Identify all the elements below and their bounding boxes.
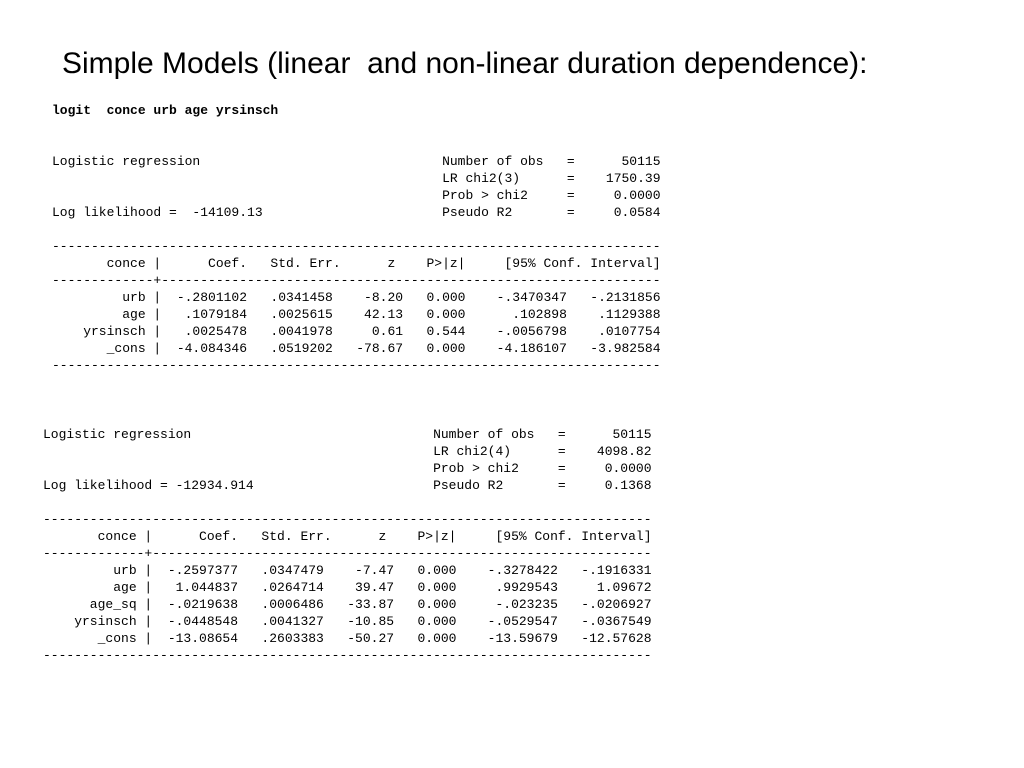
output-line: age | 1.044837 .0264714 39.47 0.000 .9929543 1.09672: [43, 580, 652, 595]
output-line: ------------------------------------------------------------------------------: [43, 648, 652, 663]
output-line: yrsinsch | -.0448548 .0041327 -10.85 0.000 -.0529547 -.0367549: [43, 614, 652, 629]
regression-output-1: [52, 153, 661, 374]
output-line: Log likelihood = -12934.914 Pseudo R2 = 0.1368: [43, 478, 652, 493]
output-line: age_sq | -.0219638 .0006486 -33.87 0.000 -.023235 -.0206927: [43, 597, 652, 612]
output-line: ------------------------------------------------------------------------------: [52, 239, 661, 254]
output-line: _cons | -4.084346 .0519202 -78.67 0.000 -4.186107 -3.982584: [52, 341, 661, 356]
output-line: urb | -.2801102 .0341458 -8.20 0.000 -.3470347 -.2131856: [52, 290, 661, 305]
output-line: age | .1079184 .0025615 42.13 0.000 .102898 .1129388: [52, 307, 661, 322]
output-line: urb | -.2597377 .0347479 -7.47 0.000 -.3278422 -.1916331: [43, 563, 652, 578]
output-line: Logistic regression Number of obs = 50115: [52, 154, 661, 169]
regression-output-2: [43, 426, 652, 664]
output-line: [52, 221, 661, 238]
output-line: Prob > chi2 = 0.0000: [43, 461, 652, 476]
output-line: -------------+----------------------------------------------------------------: [43, 546, 652, 561]
output-line: [43, 494, 652, 511]
stata-command: logit conce urb age yrsinsch: [52, 103, 279, 118]
output-line: LR chi2(3) = 1750.39: [52, 171, 661, 186]
output-line: conce | Coef. Std. Err. z P>|z| [95% Conf. Interval]: [52, 256, 661, 271]
output-line: Logistic regression Number of obs = 50115: [43, 427, 652, 442]
output-line: LR chi2(4) = 4098.82: [43, 444, 652, 459]
slide-title: Simple Models (linear and non-linear duration dependence):: [62, 47, 868, 80]
output-line: Prob > chi2 = 0.0000: [52, 188, 661, 203]
output-line: yrsinsch | .0025478 .0041978 0.61 0.544 -.0056798 .0107754: [52, 324, 661, 339]
output-line: -------------+----------------------------------------------------------------: [52, 273, 661, 288]
output-line: ------------------------------------------------------------------------------: [52, 358, 661, 373]
output-line: _cons | -13.08654 .2603383 -50.27 0.000 -13.59679 -12.57628: [43, 631, 652, 646]
output-line: Log likelihood = -14109.13 Pseudo R2 = 0.0584: [52, 205, 661, 220]
output-line: ------------------------------------------------------------------------------: [43, 512, 652, 527]
output-line: conce | Coef. Std. Err. z P>|z| [95% Conf. Interval]: [43, 529, 652, 544]
